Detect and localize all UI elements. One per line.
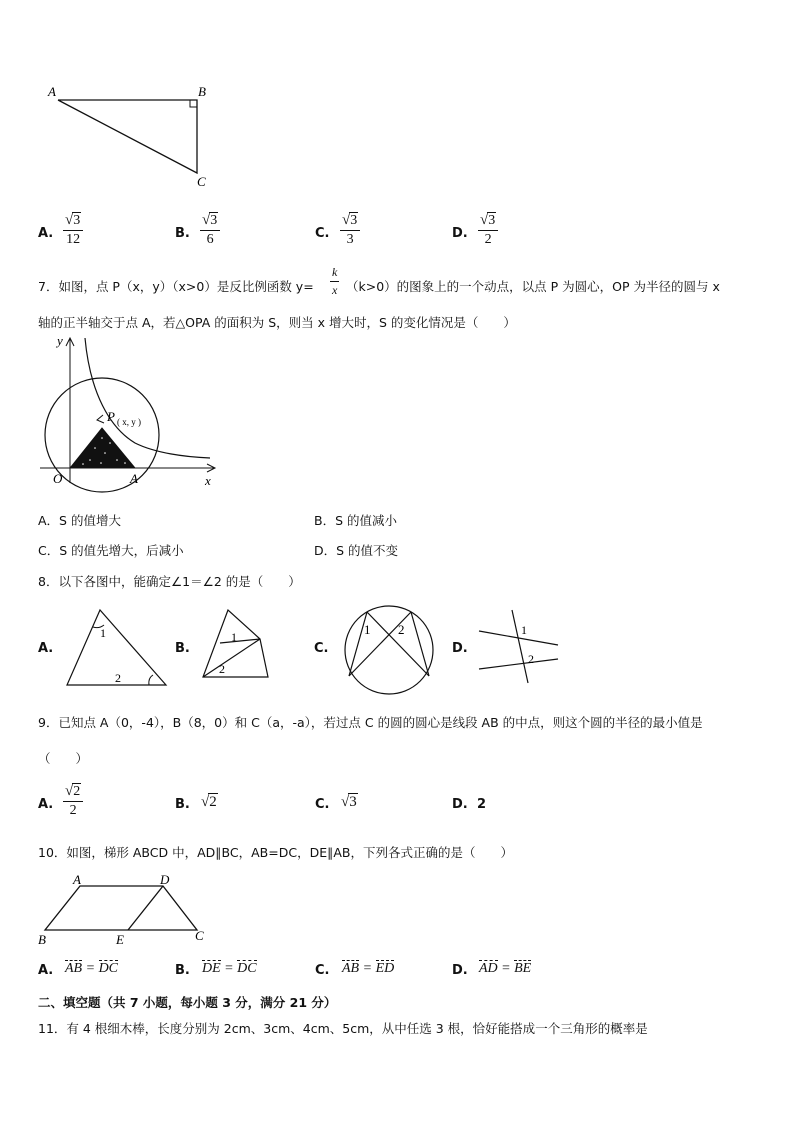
q9-option-c-value[interactable]: √3 [341, 794, 357, 810]
q9-answer-paren: （ ） [38, 751, 89, 766]
q8a-angle-1: 1 [100, 626, 106, 640]
q9-option-a-letter: A. [38, 797, 54, 812]
q7-label-a: A [130, 471, 138, 486]
q10-option-c-letter: C. [315, 963, 330, 978]
q7-label-o: O [53, 471, 63, 486]
q7-label-coords: ( x, y ) [117, 417, 141, 427]
q10-option-a-letter: A. [38, 963, 54, 978]
q7-option-d[interactable]: D．S 的值不变 [314, 543, 399, 558]
q8-option-c-letter: C. [314, 641, 329, 656]
q9-option-b-letter: B. [175, 797, 190, 812]
q10-label-a: A [73, 872, 81, 887]
q8a-angle-2: 2 [115, 671, 121, 685]
q7-label-p: P [107, 409, 115, 424]
label-c: C [197, 174, 206, 189]
q8-stem: 8．以下各图中，能确定∠1＝∠2 的是（ ） [38, 574, 301, 589]
q9-option-b-value[interactable]: √2 [201, 794, 217, 810]
q8b-angle-2: 2 [219, 662, 225, 676]
q8c-angle-1: 1 [364, 622, 371, 637]
q7-stem-line1-b: （k>0）的图象上的一个动点，以点 P 为圆心，OP 为半径的圆与 x [346, 279, 720, 294]
q7-label-x: x [205, 473, 211, 488]
q8-option-b-letter: B. [175, 641, 190, 656]
q7-figure [35, 333, 235, 493]
q9-option-c-letter: C. [315, 797, 330, 812]
q7-option-c[interactable]: C．S 的值先增大，后减小 [38, 543, 184, 558]
q10-label-d: D [160, 872, 170, 887]
q10-label-b: B [38, 932, 46, 947]
q8-figure-b[interactable] [198, 605, 298, 690]
q6-option-b-letter: B. [175, 226, 190, 241]
q7-label-y: y [57, 333, 63, 348]
q11-stem: 11．有 4 根细木棒，长度分别为 2cm、3cm、4cm、5cm，从中任选 3 根，恰好能搭成一个三角形的概率是 [38, 1021, 648, 1036]
q6-option-c-letter: C. [315, 226, 330, 241]
q10-option-a-value[interactable]: AB = DC [65, 961, 119, 976]
q8b-angle-1: 1 [231, 630, 237, 644]
q9-stem: 9．已知点 A（0，-4），B（8，0）和 C（a，-a），若过点 C 的圆的圆心是线段 AB 的中点，则这个圆的半径的最小值是 [38, 715, 703, 730]
figure-right-triangle [40, 80, 220, 190]
q10-option-d-letter: D. [452, 963, 468, 978]
q10-option-d-value[interactable]: AD = BE [479, 961, 532, 976]
q10-figure-trapezoid [35, 868, 215, 948]
q9-option-d-letter: D. [452, 797, 468, 812]
q8-figure-c[interactable] [343, 604, 437, 696]
q8d-angle-2: 2 [528, 652, 534, 666]
section-heading-fill-in: 二、填空题（共 7 小题，每小题 3 分，满分 21 分） [38, 995, 337, 1010]
label-b: B [198, 84, 206, 99]
q10-option-b-value[interactable]: DE = DC [202, 961, 257, 976]
q9-option-d-value[interactable]: 2 [477, 797, 487, 812]
q8-option-a-letter: A. [38, 641, 54, 656]
q7-option-a[interactable]: A．S 的值增大 [38, 513, 121, 528]
q10-option-b-letter: B. [175, 963, 190, 978]
q8-option-d-letter: D. [452, 641, 468, 656]
q7-option-b[interactable]: B．S 的值减小 [314, 513, 397, 528]
q8-figure-a[interactable] [62, 605, 172, 690]
q7-stem-line2: 轴的正半轴交于点 A，若△OPA 的面积为 S，则当 x 增大时，S 的变化情况是（ ） [38, 315, 516, 330]
q6-option-a-letter: A. [38, 226, 54, 241]
q6-option-d-value[interactable]: $\frac{√3}{2}$ [478, 212, 498, 248]
q6-option-d-letter: D. [452, 226, 468, 241]
q8-figure-d[interactable] [476, 605, 561, 685]
q8d-angle-1: 1 [521, 623, 527, 637]
q6-option-c-value[interactable]: $\frac{√3}{3}$ [340, 212, 360, 248]
q6-option-b-value[interactable]: $\frac{√3}{6}$ [200, 212, 220, 248]
q6-option-a-value[interactable]: $\frac{√3}{12}$ [63, 212, 83, 248]
q7-stem-line1-a: 7．如图，点 P（x，y）（x>0）是反比例函数 y= [38, 279, 314, 294]
q8c-angle-2: 2 [398, 622, 405, 637]
q10-label-e: E [116, 932, 124, 947]
q7-stem-fraction: $\frac{k}{x}$ [332, 265, 338, 297]
q10-stem: 10．如图，梯形 ABCD 中，AD∥BC，AB=DC，DE∥AB，下列各式正确的是（ ） [38, 845, 513, 860]
q10-label-c: C [195, 928, 204, 943]
q10-option-c-value[interactable]: AB = ED [342, 961, 395, 976]
q9-option-a-value[interactable]: $\frac{√2}{2}$ [63, 783, 83, 819]
label-a: A [48, 84, 56, 99]
